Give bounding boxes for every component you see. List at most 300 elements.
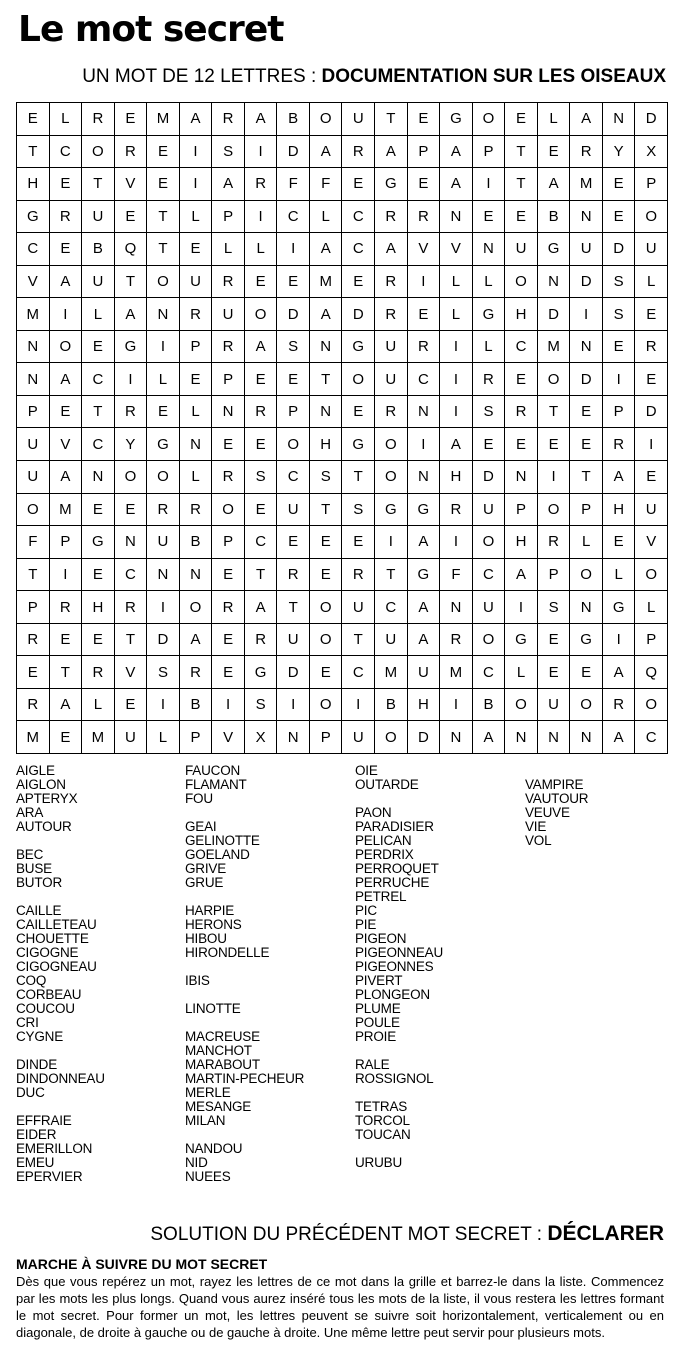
grid-cell[interactable]: P bbox=[212, 526, 245, 559]
grid-cell[interactable]: O bbox=[17, 494, 50, 527]
grid-cell[interactable]: D bbox=[603, 233, 636, 266]
grid-cell[interactable]: A bbox=[408, 526, 441, 559]
grid-cell[interactable]: R bbox=[245, 396, 278, 429]
grid-cell[interactable]: I bbox=[538, 461, 571, 494]
grid-cell[interactable]: C bbox=[17, 233, 50, 266]
grid-cell[interactable]: R bbox=[375, 298, 408, 331]
grid-cell[interactable]: R bbox=[115, 396, 148, 429]
grid-cell[interactable]: E bbox=[50, 721, 83, 754]
grid-cell[interactable]: L bbox=[180, 461, 213, 494]
grid-cell[interactable]: R bbox=[603, 428, 636, 461]
grid-cell[interactable]: N bbox=[277, 721, 310, 754]
grid-cell[interactable]: U bbox=[635, 233, 668, 266]
grid-cell[interactable]: R bbox=[82, 656, 115, 689]
grid-cell[interactable]: N bbox=[180, 559, 213, 592]
grid-cell[interactable]: C bbox=[473, 559, 506, 592]
grid-cell[interactable]: A bbox=[50, 266, 83, 299]
grid-cell[interactable]: A bbox=[310, 136, 343, 169]
grid-cell[interactable]: I bbox=[212, 689, 245, 722]
grid-cell[interactable]: I bbox=[473, 168, 506, 201]
grid-cell[interactable]: D bbox=[342, 298, 375, 331]
grid-cell[interactable]: S bbox=[147, 656, 180, 689]
grid-cell[interactable]: B bbox=[180, 689, 213, 722]
grid-cell[interactable]: N bbox=[82, 461, 115, 494]
grid-cell[interactable]: L bbox=[440, 298, 473, 331]
grid-cell[interactable]: I bbox=[635, 428, 668, 461]
grid-cell[interactable]: N bbox=[212, 396, 245, 429]
grid-cell[interactable]: A bbox=[408, 591, 441, 624]
grid-cell[interactable]: S bbox=[342, 494, 375, 527]
grid-cell[interactable]: I bbox=[180, 168, 213, 201]
grid-cell[interactable]: P bbox=[538, 559, 571, 592]
grid-cell[interactable]: R bbox=[408, 201, 441, 234]
grid-cell[interactable]: I bbox=[440, 396, 473, 429]
grid-cell[interactable]: V bbox=[115, 168, 148, 201]
grid-cell[interactable]: H bbox=[603, 494, 636, 527]
grid-cell[interactable]: R bbox=[147, 494, 180, 527]
grid-cell[interactable]: O bbox=[115, 461, 148, 494]
grid-cell[interactable]: O bbox=[570, 689, 603, 722]
grid-cell[interactable]: C bbox=[408, 363, 441, 396]
grid-cell[interactable]: U bbox=[17, 428, 50, 461]
grid-cell[interactable]: E bbox=[603, 201, 636, 234]
grid-cell[interactable]: S bbox=[538, 591, 571, 624]
grid-cell[interactable]: A bbox=[375, 233, 408, 266]
grid-cell[interactable]: P bbox=[277, 396, 310, 429]
grid-cell[interactable]: F bbox=[17, 526, 50, 559]
grid-cell[interactable]: E bbox=[82, 494, 115, 527]
grid-cell[interactable]: O bbox=[147, 461, 180, 494]
grid-cell[interactable]: E bbox=[17, 656, 50, 689]
grid-cell[interactable]: M bbox=[50, 494, 83, 527]
grid-cell[interactable]: E bbox=[245, 266, 278, 299]
grid-cell[interactable]: E bbox=[538, 624, 571, 657]
grid-cell[interactable]: L bbox=[473, 331, 506, 364]
grid-cell[interactable]: E bbox=[408, 298, 441, 331]
grid-cell[interactable]: R bbox=[342, 559, 375, 592]
grid-cell[interactable]: G bbox=[82, 526, 115, 559]
grid-cell[interactable]: O bbox=[50, 331, 83, 364]
grid-cell[interactable]: D bbox=[473, 461, 506, 494]
grid-cell[interactable]: L bbox=[635, 591, 668, 624]
grid-cell[interactable]: O bbox=[342, 363, 375, 396]
grid-cell[interactable]: T bbox=[342, 624, 375, 657]
grid-cell[interactable]: A bbox=[50, 363, 83, 396]
grid-cell[interactable]: I bbox=[408, 266, 441, 299]
grid-cell[interactable]: S bbox=[245, 689, 278, 722]
grid-cell[interactable]: B bbox=[277, 103, 310, 136]
grid-cell[interactable]: R bbox=[635, 331, 668, 364]
grid-cell[interactable]: H bbox=[82, 591, 115, 624]
grid-cell[interactable]: E bbox=[115, 201, 148, 234]
grid-cell[interactable]: E bbox=[50, 233, 83, 266]
grid-cell[interactable]: P bbox=[180, 721, 213, 754]
grid-cell[interactable]: I bbox=[505, 591, 538, 624]
grid-cell[interactable]: A bbox=[603, 461, 636, 494]
grid-cell[interactable]: R bbox=[538, 526, 571, 559]
grid-cell[interactable]: F bbox=[440, 559, 473, 592]
grid-cell[interactable]: U bbox=[212, 298, 245, 331]
grid-cell[interactable]: E bbox=[82, 331, 115, 364]
grid-cell[interactable]: R bbox=[440, 624, 473, 657]
grid-cell[interactable]: O bbox=[375, 428, 408, 461]
grid-cell[interactable]: U bbox=[277, 624, 310, 657]
grid-cell[interactable]: E bbox=[570, 428, 603, 461]
grid-cell[interactable]: T bbox=[50, 656, 83, 689]
grid-cell[interactable]: U bbox=[473, 494, 506, 527]
grid-cell[interactable]: C bbox=[342, 201, 375, 234]
grid-cell[interactable]: L bbox=[538, 103, 571, 136]
grid-cell[interactable]: R bbox=[505, 396, 538, 429]
grid-cell[interactable]: E bbox=[50, 396, 83, 429]
grid-cell[interactable]: O bbox=[375, 721, 408, 754]
grid-cell[interactable]: U bbox=[17, 461, 50, 494]
grid-cell[interactable]: G bbox=[342, 331, 375, 364]
grid-cell[interactable]: B bbox=[538, 201, 571, 234]
grid-cell[interactable]: P bbox=[473, 136, 506, 169]
grid-cell[interactable]: H bbox=[440, 461, 473, 494]
grid-cell[interactable]: G bbox=[440, 103, 473, 136]
grid-cell[interactable]: V bbox=[440, 233, 473, 266]
grid-cell[interactable]: E bbox=[115, 494, 148, 527]
grid-cell[interactable]: L bbox=[82, 298, 115, 331]
grid-cell[interactable]: S bbox=[473, 396, 506, 429]
grid-cell[interactable]: E bbox=[147, 136, 180, 169]
grid-cell[interactable]: R bbox=[17, 689, 50, 722]
grid-cell[interactable]: A bbox=[180, 103, 213, 136]
grid-cell[interactable]: T bbox=[147, 233, 180, 266]
grid-cell[interactable]: O bbox=[310, 624, 343, 657]
grid-cell[interactable]: G bbox=[538, 233, 571, 266]
grid-cell[interactable]: T bbox=[342, 461, 375, 494]
grid-cell[interactable]: L bbox=[570, 526, 603, 559]
grid-cell[interactable]: L bbox=[245, 233, 278, 266]
grid-cell[interactable]: X bbox=[245, 721, 278, 754]
grid-cell[interactable]: R bbox=[375, 266, 408, 299]
grid-cell[interactable]: T bbox=[115, 266, 148, 299]
grid-cell[interactable]: E bbox=[342, 396, 375, 429]
grid-cell[interactable]: N bbox=[310, 331, 343, 364]
grid-cell[interactable]: O bbox=[538, 363, 571, 396]
grid-cell[interactable]: N bbox=[17, 331, 50, 364]
grid-cell[interactable]: G bbox=[342, 428, 375, 461]
grid-cell[interactable]: Y bbox=[603, 136, 636, 169]
grid-cell[interactable]: N bbox=[310, 396, 343, 429]
grid-cell[interactable]: N bbox=[408, 461, 441, 494]
grid-cell[interactable]: E bbox=[505, 201, 538, 234]
grid-cell[interactable]: N bbox=[570, 201, 603, 234]
grid-cell[interactable]: E bbox=[115, 689, 148, 722]
grid-cell[interactable]: E bbox=[310, 559, 343, 592]
grid-cell[interactable]: R bbox=[473, 363, 506, 396]
grid-cell[interactable]: P bbox=[603, 396, 636, 429]
grid-cell[interactable]: E bbox=[538, 136, 571, 169]
grid-cell[interactable]: E bbox=[212, 624, 245, 657]
grid-cell[interactable]: L bbox=[82, 689, 115, 722]
grid-cell[interactable]: D bbox=[538, 298, 571, 331]
grid-cell[interactable]: M bbox=[310, 266, 343, 299]
grid-cell[interactable]: O bbox=[635, 559, 668, 592]
grid-cell[interactable]: N bbox=[570, 721, 603, 754]
grid-cell[interactable]: S bbox=[603, 298, 636, 331]
grid-cell[interactable]: U bbox=[147, 526, 180, 559]
grid-cell[interactable]: A bbox=[603, 656, 636, 689]
grid-cell[interactable]: E bbox=[180, 363, 213, 396]
grid-cell[interactable]: A bbox=[603, 721, 636, 754]
grid-cell[interactable]: T bbox=[147, 201, 180, 234]
grid-cell[interactable]: X bbox=[635, 136, 668, 169]
grid-cell[interactable]: C bbox=[342, 233, 375, 266]
grid-cell[interactable]: T bbox=[115, 624, 148, 657]
grid-cell[interactable]: G bbox=[147, 428, 180, 461]
grid-cell[interactable]: D bbox=[147, 624, 180, 657]
grid-cell[interactable]: B bbox=[180, 526, 213, 559]
grid-cell[interactable]: R bbox=[245, 168, 278, 201]
grid-cell[interactable]: A bbox=[245, 591, 278, 624]
grid-cell[interactable]: C bbox=[375, 591, 408, 624]
grid-cell[interactable]: G bbox=[375, 168, 408, 201]
grid-cell[interactable]: O bbox=[180, 591, 213, 624]
grid-cell[interactable]: V bbox=[635, 526, 668, 559]
grid-cell[interactable]: A bbox=[180, 624, 213, 657]
grid-cell[interactable]: T bbox=[538, 396, 571, 429]
grid-cell[interactable]: O bbox=[538, 494, 571, 527]
grid-cell[interactable]: O bbox=[147, 266, 180, 299]
grid-cell[interactable]: A bbox=[245, 103, 278, 136]
grid-cell[interactable]: U bbox=[342, 591, 375, 624]
grid-cell[interactable]: N bbox=[147, 298, 180, 331]
grid-cell[interactable]: N bbox=[505, 461, 538, 494]
grid-cell[interactable]: O bbox=[473, 526, 506, 559]
grid-cell[interactable]: E bbox=[50, 624, 83, 657]
grid-cell[interactable]: E bbox=[635, 461, 668, 494]
grid-cell[interactable]: E bbox=[277, 526, 310, 559]
grid-cell[interactable]: M bbox=[147, 103, 180, 136]
grid-cell[interactable]: V bbox=[408, 233, 441, 266]
grid-cell[interactable]: T bbox=[310, 494, 343, 527]
grid-cell[interactable]: C bbox=[115, 559, 148, 592]
grid-cell[interactable]: R bbox=[50, 591, 83, 624]
grid-cell[interactable]: R bbox=[212, 461, 245, 494]
grid-cell[interactable]: E bbox=[245, 428, 278, 461]
grid-cell[interactable]: T bbox=[82, 168, 115, 201]
grid-cell[interactable]: R bbox=[603, 689, 636, 722]
grid-cell[interactable]: A bbox=[115, 298, 148, 331]
grid-cell[interactable]: E bbox=[473, 201, 506, 234]
grid-cell[interactable]: O bbox=[375, 461, 408, 494]
grid-cell[interactable]: G bbox=[570, 624, 603, 657]
grid-cell[interactable]: R bbox=[212, 103, 245, 136]
grid-cell[interactable]: P bbox=[635, 168, 668, 201]
grid-cell[interactable]: D bbox=[570, 363, 603, 396]
grid-cell[interactable]: E bbox=[408, 103, 441, 136]
grid-cell[interactable]: O bbox=[310, 591, 343, 624]
grid-cell[interactable]: V bbox=[115, 656, 148, 689]
grid-cell[interactable]: Q bbox=[115, 233, 148, 266]
grid-cell[interactable]: E bbox=[180, 233, 213, 266]
grid-cell[interactable]: T bbox=[17, 136, 50, 169]
grid-cell[interactable]: C bbox=[473, 656, 506, 689]
grid-cell[interactable]: A bbox=[245, 331, 278, 364]
grid-cell[interactable]: V bbox=[17, 266, 50, 299]
grid-cell[interactable]: T bbox=[505, 168, 538, 201]
grid-cell[interactable]: C bbox=[342, 656, 375, 689]
grid-cell[interactable]: O bbox=[245, 298, 278, 331]
grid-cell[interactable]: N bbox=[603, 103, 636, 136]
grid-cell[interactable]: G bbox=[505, 624, 538, 657]
grid-cell[interactable]: I bbox=[245, 201, 278, 234]
grid-cell[interactable]: M bbox=[538, 331, 571, 364]
grid-cell[interactable]: P bbox=[17, 396, 50, 429]
grid-cell[interactable]: A bbox=[310, 298, 343, 331]
grid-cell[interactable]: L bbox=[180, 396, 213, 429]
grid-cell[interactable]: R bbox=[82, 103, 115, 136]
grid-cell[interactable]: A bbox=[408, 624, 441, 657]
grid-cell[interactable]: I bbox=[147, 331, 180, 364]
grid-cell[interactable]: M bbox=[17, 298, 50, 331]
grid-cell[interactable]: R bbox=[115, 591, 148, 624]
grid-cell[interactable]: E bbox=[635, 363, 668, 396]
grid-cell[interactable]: U bbox=[277, 494, 310, 527]
grid-cell[interactable]: E bbox=[277, 266, 310, 299]
grid-cell[interactable]: S bbox=[603, 266, 636, 299]
grid-cell[interactable]: I bbox=[375, 526, 408, 559]
grid-cell[interactable]: E bbox=[50, 168, 83, 201]
grid-cell[interactable]: R bbox=[17, 624, 50, 657]
grid-cell[interactable]: O bbox=[635, 201, 668, 234]
grid-cell[interactable]: E bbox=[538, 656, 571, 689]
grid-cell[interactable]: R bbox=[180, 298, 213, 331]
grid-cell[interactable]: R bbox=[440, 494, 473, 527]
grid-cell[interactable]: E bbox=[277, 363, 310, 396]
grid-cell[interactable]: M bbox=[440, 656, 473, 689]
grid-cell[interactable]: N bbox=[570, 591, 603, 624]
grid-cell[interactable]: T bbox=[310, 363, 343, 396]
grid-cell[interactable]: E bbox=[570, 656, 603, 689]
grid-cell[interactable]: R bbox=[212, 331, 245, 364]
grid-cell[interactable]: B bbox=[82, 233, 115, 266]
grid-cell[interactable]: P bbox=[408, 136, 441, 169]
grid-cell[interactable]: A bbox=[375, 136, 408, 169]
grid-cell[interactable]: C bbox=[505, 331, 538, 364]
grid-cell[interactable]: B bbox=[375, 689, 408, 722]
grid-cell[interactable]: H bbox=[310, 428, 343, 461]
grid-cell[interactable]: I bbox=[50, 559, 83, 592]
grid-cell[interactable]: U bbox=[82, 201, 115, 234]
grid-cell[interactable]: C bbox=[277, 461, 310, 494]
grid-cell[interactable]: P bbox=[180, 331, 213, 364]
grid-cell[interactable]: H bbox=[408, 689, 441, 722]
grid-cell[interactable]: A bbox=[50, 689, 83, 722]
grid-cell[interactable]: I bbox=[440, 363, 473, 396]
grid-cell[interactable]: L bbox=[473, 266, 506, 299]
grid-cell[interactable]: L bbox=[147, 363, 180, 396]
grid-cell[interactable]: I bbox=[440, 331, 473, 364]
grid-cell[interactable]: T bbox=[375, 559, 408, 592]
grid-cell[interactable]: O bbox=[635, 689, 668, 722]
grid-cell[interactable]: E bbox=[115, 103, 148, 136]
grid-cell[interactable]: R bbox=[180, 494, 213, 527]
grid-cell[interactable]: I bbox=[245, 136, 278, 169]
grid-cell[interactable]: U bbox=[375, 624, 408, 657]
grid-cell[interactable]: N bbox=[440, 201, 473, 234]
grid-cell[interactable]: S bbox=[212, 136, 245, 169]
grid-cell[interactable]: E bbox=[342, 266, 375, 299]
grid-cell[interactable]: N bbox=[538, 721, 571, 754]
grid-cell[interactable]: G bbox=[375, 494, 408, 527]
grid-cell[interactable]: N bbox=[570, 331, 603, 364]
grid-cell[interactable]: E bbox=[212, 428, 245, 461]
grid-cell[interactable]: P bbox=[50, 526, 83, 559]
grid-cell[interactable]: R bbox=[245, 624, 278, 657]
grid-cell[interactable]: G bbox=[408, 559, 441, 592]
grid-cell[interactable]: E bbox=[245, 363, 278, 396]
grid-cell[interactable]: O bbox=[310, 103, 343, 136]
grid-cell[interactable]: C bbox=[635, 721, 668, 754]
grid-cell[interactable]: E bbox=[212, 656, 245, 689]
grid-cell[interactable]: N bbox=[147, 559, 180, 592]
grid-cell[interactable]: A bbox=[570, 103, 603, 136]
grid-cell[interactable]: O bbox=[277, 428, 310, 461]
grid-cell[interactable]: G bbox=[245, 656, 278, 689]
grid-cell[interactable]: E bbox=[538, 428, 571, 461]
grid-cell[interactable]: A bbox=[212, 168, 245, 201]
grid-cell[interactable]: A bbox=[440, 136, 473, 169]
grid-cell[interactable]: G bbox=[473, 298, 506, 331]
grid-cell[interactable]: M bbox=[570, 168, 603, 201]
grid-cell[interactable]: M bbox=[17, 721, 50, 754]
grid-cell[interactable]: I bbox=[50, 298, 83, 331]
grid-cell[interactable]: E bbox=[147, 396, 180, 429]
grid-cell[interactable]: T bbox=[245, 559, 278, 592]
grid-cell[interactable]: R bbox=[212, 266, 245, 299]
grid-cell[interactable]: U bbox=[115, 721, 148, 754]
grid-cell[interactable]: T bbox=[82, 396, 115, 429]
grid-cell[interactable]: R bbox=[50, 201, 83, 234]
grid-cell[interactable]: I bbox=[277, 689, 310, 722]
grid-cell[interactable]: D bbox=[635, 396, 668, 429]
grid-cell[interactable]: A bbox=[505, 559, 538, 592]
grid-cell[interactable]: G bbox=[408, 494, 441, 527]
grid-cell[interactable]: R bbox=[408, 331, 441, 364]
grid-cell[interactable]: N bbox=[473, 233, 506, 266]
grid-cell[interactable]: A bbox=[440, 168, 473, 201]
grid-cell[interactable]: T bbox=[277, 591, 310, 624]
grid-cell[interactable]: O bbox=[505, 689, 538, 722]
grid-cell[interactable]: L bbox=[50, 103, 83, 136]
grid-cell[interactable]: F bbox=[277, 168, 310, 201]
grid-cell[interactable]: M bbox=[375, 656, 408, 689]
grid-cell[interactable]: L bbox=[180, 201, 213, 234]
grid-cell[interactable]: L bbox=[440, 266, 473, 299]
grid-cell[interactable]: L bbox=[212, 233, 245, 266]
grid-cell[interactable]: L bbox=[505, 656, 538, 689]
grid-cell[interactable]: R bbox=[570, 136, 603, 169]
grid-cell[interactable]: D bbox=[408, 721, 441, 754]
grid-cell[interactable]: P bbox=[505, 494, 538, 527]
grid-cell[interactable]: C bbox=[82, 363, 115, 396]
grid-cell[interactable]: R bbox=[180, 656, 213, 689]
grid-cell[interactable]: E bbox=[212, 559, 245, 592]
grid-cell[interactable]: U bbox=[375, 331, 408, 364]
grid-cell[interactable]: D bbox=[570, 266, 603, 299]
grid-cell[interactable]: P bbox=[570, 494, 603, 527]
grid-cell[interactable]: R bbox=[342, 136, 375, 169]
grid-cell[interactable]: L bbox=[603, 559, 636, 592]
grid-cell[interactable]: T bbox=[505, 136, 538, 169]
grid-cell[interactable]: H bbox=[17, 168, 50, 201]
grid-cell[interactable]: I bbox=[408, 428, 441, 461]
